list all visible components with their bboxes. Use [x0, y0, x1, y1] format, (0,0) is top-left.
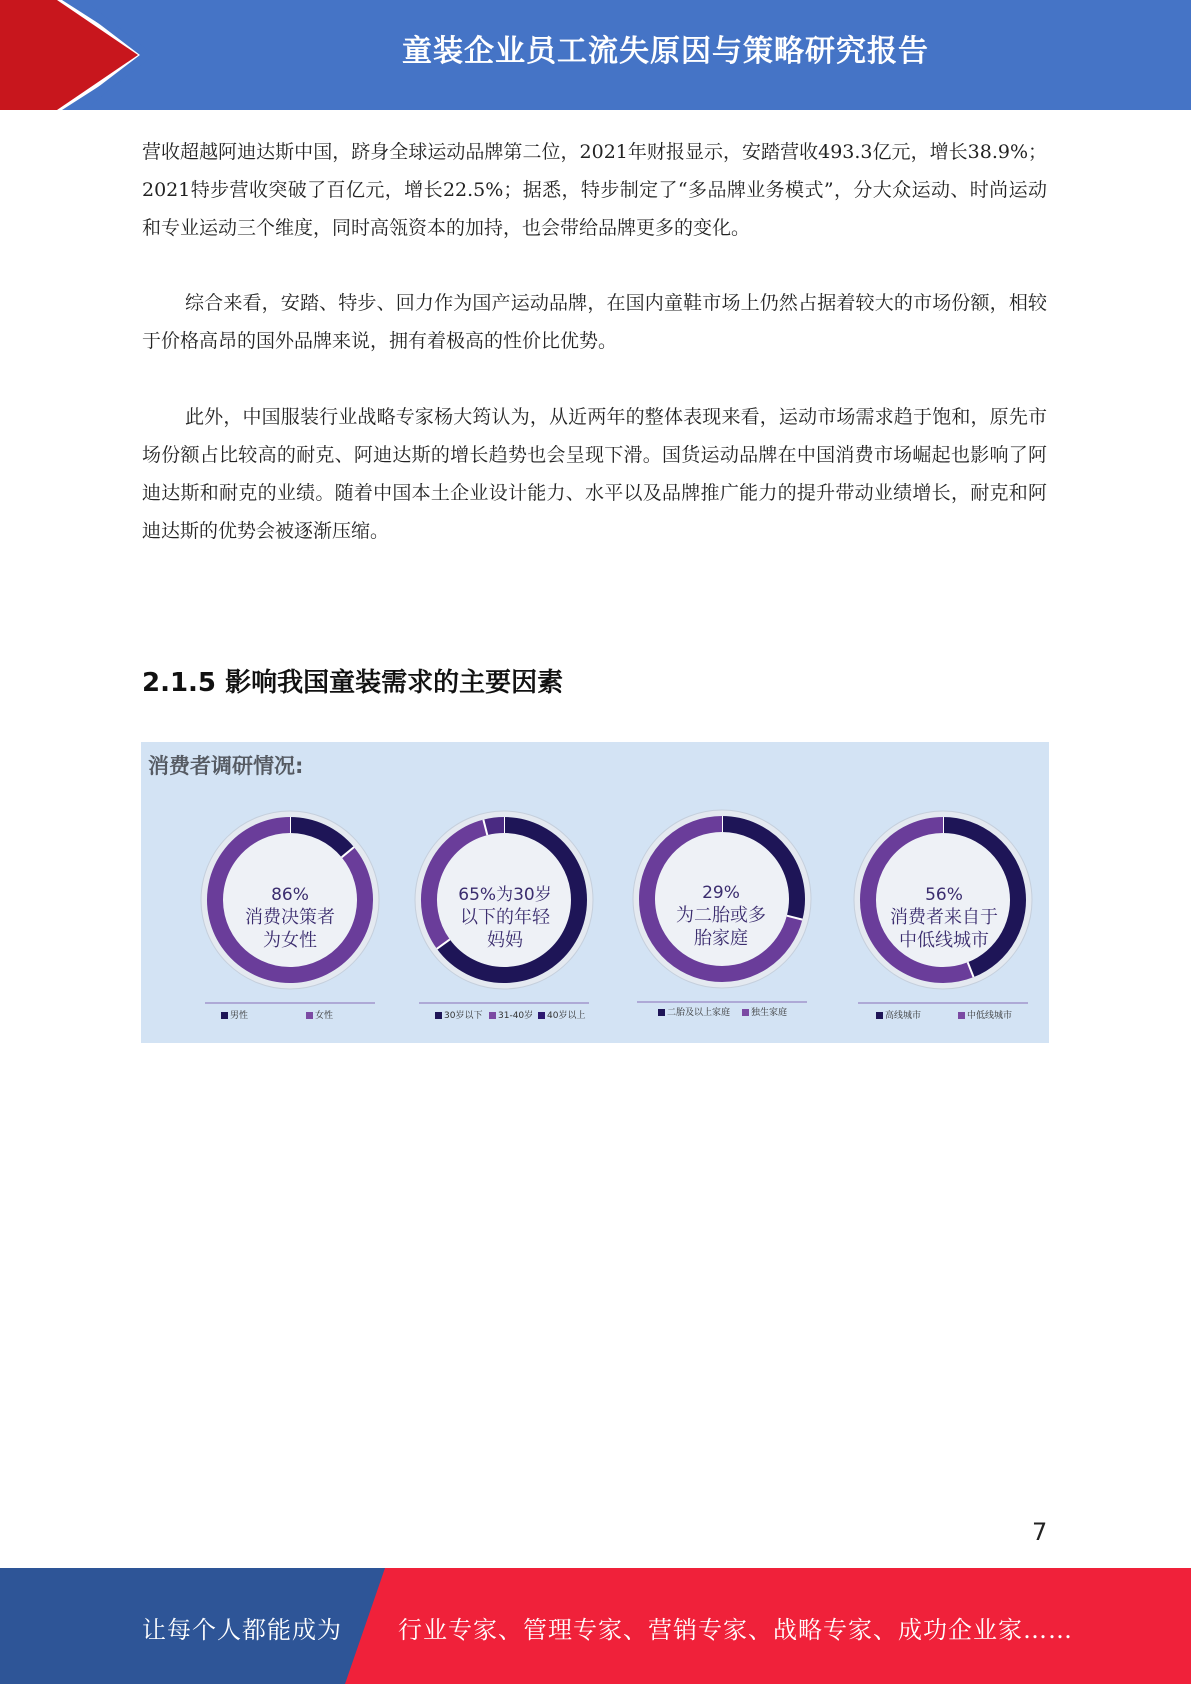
- donut-1-value: 86%: [271, 885, 309, 905]
- legend-label: 高线城市: [885, 1011, 922, 1021]
- document-title: 童装企业员工流失原因与策略研究报告: [402, 34, 929, 69]
- survey-title-text: 消费者调研情况: [148, 754, 295, 778]
- donut-2-value: 65%为30岁: [458, 885, 552, 905]
- legend-swatch: [876, 1012, 883, 1019]
- donut-2-legend: [435, 1008, 605, 1022]
- survey-title-colon: :: [295, 754, 304, 778]
- legend-label: 男性: [230, 1011, 249, 1021]
- donut-4-legend: [876, 1008, 1036, 1022]
- paragraph-3: 此外，中国服装行业战略专家杨大筠认为，从近两年的整体表现来看，运动市场需求趋于饱和，原先市场份额占比较高的耐克、阿迪达斯的增长趋势也会呈现下滑。国货运动品牌在中国消费市场崛起也影响了阿迪达斯和耐克的业绩。随着中国本土企业设计能力、水平以及品牌推广能力的提升带动业绩增长，耐克和阿迪达斯的优势会被逐渐压缩。: [142, 406, 1047, 542]
- donut-3-center-text: [661, 882, 781, 950]
- footer-slogan-right: 行业专家、管理专家、营销专家、战略专家、成功企业家……: [398, 1616, 1073, 1644]
- donut-4-label-line-2: 中低线城市: [899, 930, 989, 951]
- donut-2-center-text: [445, 884, 565, 952]
- donut-4-value: 56%: [925, 885, 963, 905]
- donut-4-label-line-1: 消费者来自于: [890, 907, 998, 928]
- legend-item: [958, 1008, 1012, 1021]
- legend-item: [221, 1008, 248, 1021]
- legend-label: 女性: [315, 1011, 334, 1021]
- legend-item: [435, 1008, 482, 1021]
- donut-2-label-line-2: 妈妈: [487, 930, 523, 951]
- legend-swatch: [221, 1012, 228, 1019]
- donut-3-legend: [658, 1005, 818, 1019]
- legend-label: 40岁以上: [547, 1011, 586, 1021]
- donut-2-slice-3: [485, 825, 504, 827]
- legend-item: [876, 1008, 921, 1021]
- legend-swatch: [435, 1012, 442, 1019]
- legend-swatch: [742, 1009, 749, 1016]
- consumer-survey-figure: [141, 742, 1049, 1043]
- page-header: [0, 0, 1191, 110]
- donut-4-center-text: [879, 884, 1009, 952]
- paragraph-2: 综合来看，安踏、特步、回力作为国产运动品牌，在国内童鞋市场上仍然占据着较大的市场份额，相较于价格高昂的国外品牌来说，拥有着极高的性价比优势。: [142, 292, 1047, 352]
- header-chevron-decoration: [0, 0, 160, 110]
- donut-1-center-text: [230, 884, 350, 952]
- legend-swatch: [958, 1012, 965, 1019]
- legend-swatch: [306, 1012, 313, 1019]
- footer-slogan-left: 让每个人都能成为: [142, 1616, 342, 1644]
- legend-item: [489, 1008, 533, 1021]
- donut-2-label-line-1: 以下的年轻: [460, 907, 550, 928]
- paragraph-1: 营收超越阿迪达斯中国，跻身全球运动品牌第二位，2021年财报显示，安踏营收493.3亿元，增长38.9%；2021特步营收突破了百亿元，增长22.5%；据悉，特步制定了“多品牌业务模式”，分大众运动、时尚运动和专业运动三个维度，同时高瓴资本的加持，也会带给品牌更多的变化。: [142, 141, 1047, 239]
- donut-3-label-line-1: 为二胎或多: [676, 905, 766, 926]
- legend-item: [658, 1005, 730, 1018]
- legend-label: 30岁以下: [444, 1011, 483, 1021]
- donut-1-label-line-2: 为女性: [263, 930, 317, 951]
- page-footer: [0, 1568, 1191, 1684]
- legend-item: [742, 1005, 787, 1018]
- section-heading: 2.1.5 影响我国童装需求的主要因素: [142, 668, 564, 698]
- legend-label: 独生家庭: [751, 1008, 788, 1018]
- legend-item: [538, 1008, 585, 1021]
- legend-swatch: [658, 1009, 665, 1016]
- legend-item: [306, 1008, 333, 1021]
- legend-swatch: [538, 1012, 545, 1019]
- legend-label: 二胎及以上家庭: [667, 1008, 731, 1018]
- legend-label: 中低线城市: [967, 1011, 1013, 1021]
- donut-1-label-line-1: 消费决策者: [245, 907, 335, 928]
- donut-3-label-line-2: 胎家庭: [694, 928, 748, 949]
- donut-1-legend: [221, 1008, 401, 1022]
- legend-label: 31-40岁: [498, 1011, 534, 1021]
- donut-3-value: 29%: [702, 883, 740, 903]
- legend-swatch: [489, 1012, 496, 1019]
- page-number: 7: [1032, 1518, 1048, 1546]
